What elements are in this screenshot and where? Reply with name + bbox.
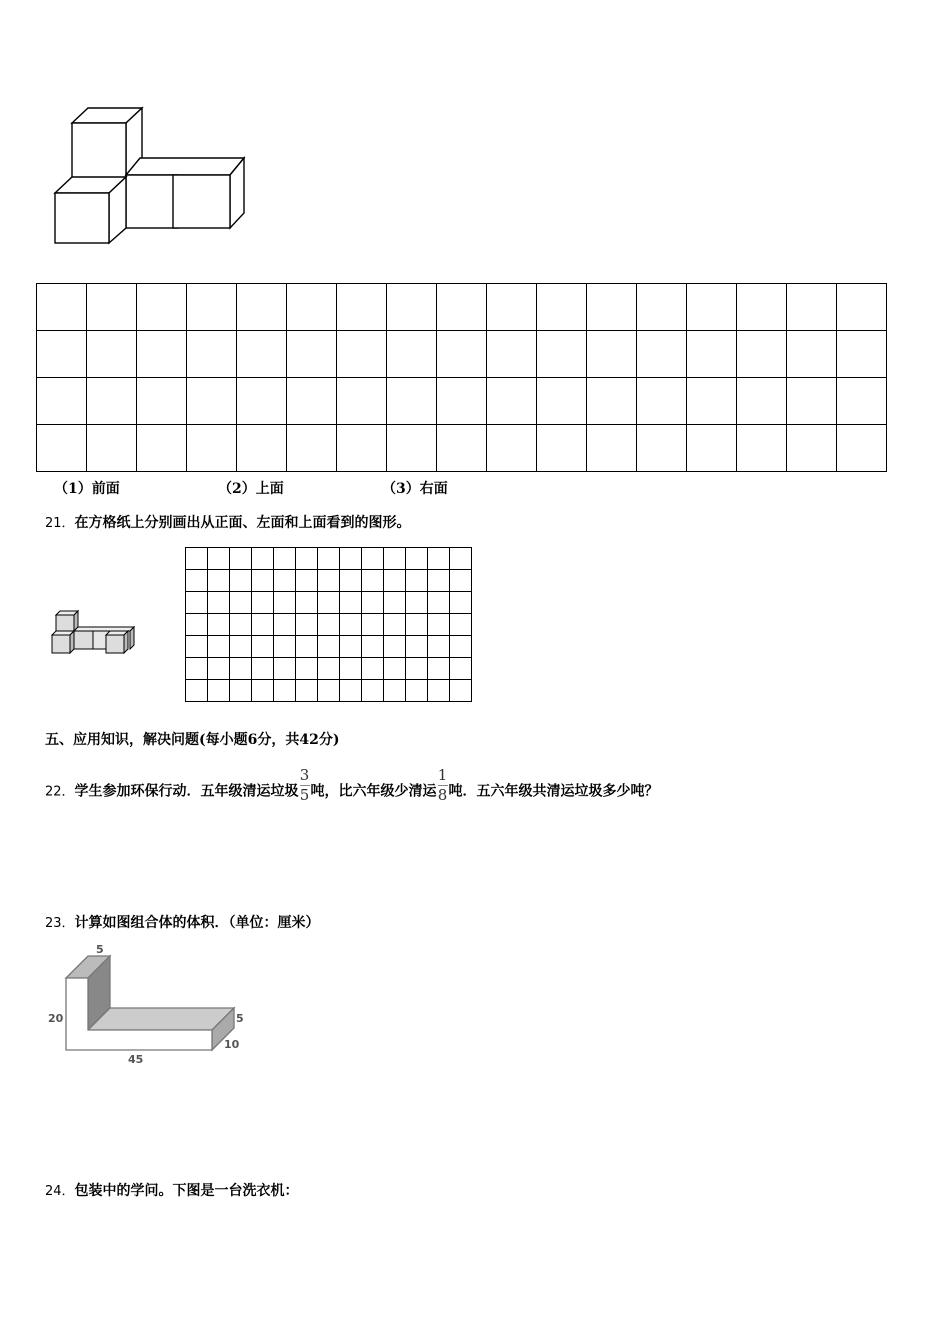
grid-cell[interactable]	[384, 614, 406, 636]
grid-cell[interactable]	[187, 331, 237, 378]
grid-cell[interactable]	[252, 614, 274, 636]
question-23	[45, 912, 320, 932]
l-shaped-solid-figure	[44, 940, 254, 1070]
grid-row	[37, 331, 887, 378]
grid-cell[interactable]	[137, 331, 187, 378]
grid-cell[interactable]	[487, 331, 537, 378]
fraction-numerator: 1	[437, 766, 448, 784]
grid-cell[interactable]	[208, 548, 230, 570]
grid-cell[interactable]	[252, 658, 274, 680]
grid-cell[interactable]	[787, 425, 837, 472]
grid-cell[interactable]	[186, 614, 208, 636]
grid-cell[interactable]	[487, 425, 537, 472]
grid-cell[interactable]	[208, 680, 230, 702]
question-text: 在方格纸上分别画出从正面、左面和上面看到的图形。	[74, 515, 411, 531]
grid-cell[interactable]	[637, 425, 687, 472]
grid-cell[interactable]	[837, 425, 887, 472]
grid-cell[interactable]	[337, 378, 387, 425]
grid-cell[interactable]	[318, 636, 340, 658]
grid-cell[interactable]	[230, 636, 252, 658]
grid-cell[interactable]	[487, 378, 537, 425]
grid-cell[interactable]	[737, 284, 787, 331]
grid-cell[interactable]	[208, 614, 230, 636]
question-number: 23．	[45, 916, 75, 931]
grid-cell[interactable]	[406, 570, 428, 592]
grid-cell[interactable]	[296, 636, 318, 658]
grid-cell[interactable]	[406, 636, 428, 658]
question-21	[45, 512, 411, 532]
grid-cell[interactable]	[186, 592, 208, 614]
grid-cell[interactable]	[450, 680, 472, 702]
grid-row	[186, 592, 472, 614]
grid-cell[interactable]	[787, 378, 837, 425]
grid-cell[interactable]	[37, 378, 87, 425]
grid-cell[interactable]	[230, 658, 252, 680]
grid-row	[37, 378, 887, 425]
grid-cell[interactable]	[340, 636, 362, 658]
grid-cell[interactable]	[208, 658, 230, 680]
grid-cell[interactable]	[837, 284, 887, 331]
grid-cell[interactable]	[296, 658, 318, 680]
grid-cell[interactable]	[450, 548, 472, 570]
grid-cell[interactable]	[318, 658, 340, 680]
grid-cell[interactable]	[187, 425, 237, 472]
grid-cell[interactable]	[340, 548, 362, 570]
grid-cell[interactable]	[337, 425, 387, 472]
grid-cell[interactable]	[787, 331, 837, 378]
grid-cell[interactable]	[237, 425, 287, 472]
grid-cell[interactable]	[406, 680, 428, 702]
grid-cell[interactable]	[587, 331, 637, 378]
grid-cell[interactable]	[252, 680, 274, 702]
grid-cell[interactable]	[274, 658, 296, 680]
grid-cell[interactable]	[296, 548, 318, 570]
dim-right-bottom: 10	[224, 1038, 240, 1051]
grid-cell[interactable]	[230, 548, 252, 570]
grid-cell[interactable]	[362, 636, 384, 658]
grid-cell[interactable]	[537, 331, 587, 378]
grid-cell[interactable]	[362, 680, 384, 702]
dim-right-top: 5	[236, 1012, 244, 1025]
fraction-denominator: 8	[437, 786, 448, 804]
grid-cell[interactable]	[450, 592, 472, 614]
grid-cell[interactable]	[450, 614, 472, 636]
grid-cell[interactable]	[537, 425, 587, 472]
grid-cell[interactable]	[340, 614, 362, 636]
grid-cell[interactable]	[428, 570, 450, 592]
question-22	[45, 766, 659, 810]
grid-row	[186, 548, 472, 570]
grid-cell[interactable]	[787, 284, 837, 331]
grid-cell[interactable]	[230, 592, 252, 614]
grid-row	[186, 636, 472, 658]
grid-cell[interactable]	[318, 614, 340, 636]
grid-cell[interactable]	[428, 680, 450, 702]
question-24	[45, 1180, 299, 1200]
fraction-numerator: 3	[299, 766, 310, 784]
grid-cell[interactable]	[252, 636, 274, 658]
grid-cell[interactable]	[384, 658, 406, 680]
question-text: 包装中的学问。下图是一台洗衣机：	[74, 1183, 299, 1199]
grid-cell[interactable]	[384, 680, 406, 702]
grid-cell[interactable]	[340, 658, 362, 680]
grid-row	[186, 614, 472, 636]
grid-cell[interactable]	[187, 378, 237, 425]
fraction-one-eighth	[438, 767, 448, 804]
grid-cell[interactable]	[237, 378, 287, 425]
grid-cell[interactable]	[737, 378, 787, 425]
grid-cell[interactable]	[637, 331, 687, 378]
grid-cell[interactable]	[387, 284, 437, 331]
grid-cell[interactable]	[186, 680, 208, 702]
grid-cell[interactable]	[274, 570, 296, 592]
grid-cell[interactable]	[337, 331, 387, 378]
grid-cell[interactable]	[537, 284, 587, 331]
grid-cell[interactable]	[230, 570, 252, 592]
grid-cell[interactable]	[208, 592, 230, 614]
grid-cell[interactable]	[487, 284, 537, 331]
grid-cell[interactable]	[362, 592, 384, 614]
grid-row	[37, 425, 887, 472]
grid-cell[interactable]	[387, 378, 437, 425]
grid-row	[186, 570, 472, 592]
grid-cell[interactable]	[384, 570, 406, 592]
question-text-part3: 吨．五六年级共清运垃圾多少吨？	[448, 783, 659, 800]
grid-cell[interactable]	[252, 570, 274, 592]
fraction-denominator: 5	[299, 786, 310, 804]
grid-cell[interactable]	[537, 378, 587, 425]
grid-cell[interactable]	[296, 592, 318, 614]
grid-cell[interactable]	[296, 614, 318, 636]
grid-cell[interactable]	[362, 570, 384, 592]
grid-cell[interactable]	[428, 614, 450, 636]
dim-top: 5	[96, 943, 104, 956]
grid-cell[interactable]	[637, 284, 687, 331]
grid-cell[interactable]	[687, 284, 737, 331]
view-label-right: （3）右面	[382, 481, 448, 497]
grid-cell[interactable]	[587, 425, 637, 472]
grid-cell[interactable]	[318, 548, 340, 570]
grid-cell[interactable]	[387, 331, 437, 378]
grid-cell[interactable]	[737, 331, 787, 378]
grid-cell[interactable]	[318, 592, 340, 614]
grid-cell[interactable]	[737, 425, 787, 472]
grid-cell[interactable]	[406, 592, 428, 614]
grid-cell[interactable]	[137, 284, 187, 331]
grid-cell[interactable]	[274, 614, 296, 636]
grid-row	[37, 284, 887, 331]
grid-cell[interactable]	[384, 548, 406, 570]
grid-cell[interactable]	[362, 614, 384, 636]
question-text-part2: 吨，比六年级少清运	[310, 783, 437, 800]
grid-cell[interactable]	[384, 636, 406, 658]
answer-grid-large[interactable]	[36, 283, 887, 472]
grid-cell[interactable]	[340, 570, 362, 592]
grid-cell[interactable]	[274, 592, 296, 614]
grid-cell[interactable]	[87, 425, 137, 472]
grid-cell[interactable]	[450, 658, 472, 680]
question-text: 计算如图组合体的体积．（单位：厘米）	[74, 915, 320, 931]
fraction-three-fifths	[300, 767, 310, 804]
dim-left: 20	[48, 1012, 64, 1025]
grid-cell[interactable]	[437, 331, 487, 378]
grid-cell[interactable]	[87, 331, 137, 378]
grid-cell[interactable]	[387, 425, 437, 472]
grid-cell[interactable]	[186, 570, 208, 592]
grid-cell[interactable]	[287, 378, 337, 425]
grid-cell[interactable]	[687, 425, 737, 472]
grid-cell[interactable]	[837, 331, 887, 378]
grid-cell[interactable]	[340, 592, 362, 614]
small-cube-figure	[48, 605, 140, 657]
grid-cell[interactable]	[37, 284, 87, 331]
grid-cell[interactable]	[437, 425, 487, 472]
grid-cell[interactable]	[587, 378, 637, 425]
grid-row	[186, 680, 472, 702]
view-label-front: （1）前面	[54, 481, 120, 497]
grid-cell[interactable]	[637, 378, 687, 425]
grid-cell[interactable]	[274, 548, 296, 570]
grid-cell[interactable]	[296, 680, 318, 702]
grid-cell[interactable]	[450, 636, 472, 658]
grid-row	[186, 658, 472, 680]
grid-cell[interactable]	[230, 680, 252, 702]
grid-cell[interactable]	[137, 378, 187, 425]
grid-cell[interactable]	[406, 614, 428, 636]
grid-cell[interactable]	[87, 378, 137, 425]
grid-cell[interactable]	[837, 378, 887, 425]
grid-cell[interactable]	[237, 331, 287, 378]
grid-cell[interactable]	[587, 284, 637, 331]
grid-cell[interactable]	[337, 284, 387, 331]
cube-arrangement-figure	[50, 105, 250, 250]
grid-cell[interactable]	[287, 425, 337, 472]
question-number: 22．	[45, 784, 75, 800]
grid-cell[interactable]	[186, 658, 208, 680]
grid-cell[interactable]	[237, 284, 287, 331]
grid-cell[interactable]	[186, 636, 208, 658]
grid-cell[interactable]	[340, 680, 362, 702]
grid-cell[interactable]	[450, 570, 472, 592]
grid-cell[interactable]	[687, 378, 737, 425]
grid-cell[interactable]	[186, 548, 208, 570]
grid-cell[interactable]	[252, 548, 274, 570]
grid-cell[interactable]	[437, 378, 487, 425]
grid-cell[interactable]	[296, 570, 318, 592]
question-text-part1: 学生参加环保行动．五年级清运垃圾	[74, 783, 299, 800]
grid-cell[interactable]	[437, 284, 487, 331]
grid-cell[interactable]	[37, 331, 87, 378]
answer-grid-small[interactable]	[185, 547, 472, 702]
grid-cell[interactable]	[406, 548, 428, 570]
grid-cell[interactable]	[287, 284, 337, 331]
section-heading: 五、应用知识，解决问题(每小题6分，共42分)	[45, 732, 340, 748]
dim-bottom: 45	[128, 1053, 144, 1066]
grid-cell[interactable]	[274, 680, 296, 702]
grid-cell[interactable]	[318, 680, 340, 702]
grid-cell[interactable]	[37, 425, 87, 472]
grid-cell[interactable]	[287, 331, 337, 378]
grid-cell[interactable]	[362, 548, 384, 570]
grid-cell[interactable]	[362, 658, 384, 680]
grid-cell[interactable]	[406, 658, 428, 680]
grid-cell[interactable]	[87, 284, 137, 331]
grid-cell[interactable]	[208, 636, 230, 658]
grid-cell[interactable]	[274, 636, 296, 658]
question-number: 24．	[45, 1184, 75, 1199]
grid-cell[interactable]	[187, 284, 237, 331]
grid-cell[interactable]	[318, 570, 340, 592]
grid-cell[interactable]	[230, 614, 252, 636]
grid-cell[interactable]	[208, 570, 230, 592]
grid-cell[interactable]	[428, 658, 450, 680]
grid-cell[interactable]	[687, 331, 737, 378]
question-number: 21．	[45, 516, 75, 531]
grid-cell[interactable]	[252, 592, 274, 614]
view-label-top: （2）上面	[218, 481, 284, 497]
grid-cell[interactable]	[428, 548, 450, 570]
grid-cell[interactable]	[428, 636, 450, 658]
grid-cell[interactable]	[428, 592, 450, 614]
grid-cell[interactable]	[384, 592, 406, 614]
grid-cell[interactable]	[137, 425, 187, 472]
